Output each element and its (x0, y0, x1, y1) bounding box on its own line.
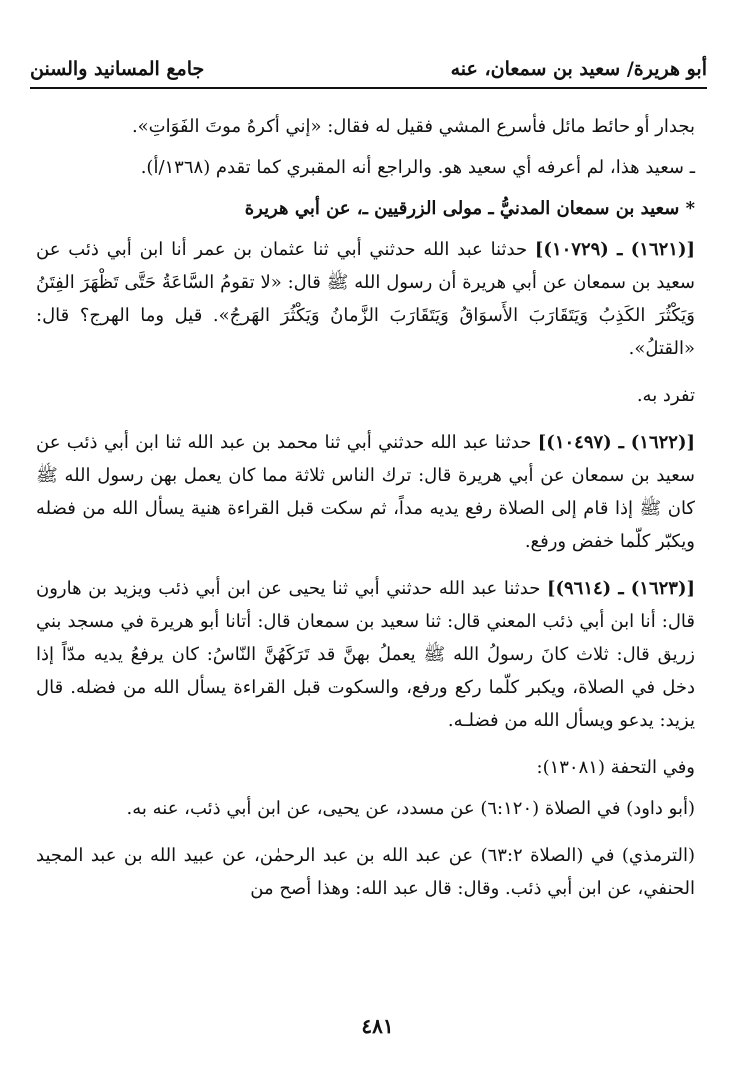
header-rule (30, 87, 707, 89)
page-body (36, 110, 695, 905)
note-line: تفرد به. (636, 385, 695, 406)
text-line: ـ سعيد هذا، لم أعرفه أي سعيد هو. والراجع أنه المقبري كما تقدم (١٣٦٨/أ). (140, 157, 695, 178)
note-line: وفي التحفة (١٣٠٨١): (536, 757, 695, 778)
page-number: ٤٨١ (361, 1014, 394, 1038)
text-line: بجدار أو حائط مائل فأسرع المشي فقيل له فقال: «إني أكرهُ موتَ الفَوَاتِ». (131, 116, 695, 137)
hadith-number: [(١٦٢١) ـ (١٠٧٢٩)] (534, 239, 696, 260)
takhrij-paragraph: (الترمذي) في (الصلاة ٦٣:٢) عن عبد الله بن عبد الرحمٰن، عن عبيد الله بن عبد المجيد الحنفي، عن ابن أبي ذئب. وقال: قال عبد الله: وهذا أصح من (36, 845, 695, 899)
hadith-paragraph (36, 233, 695, 365)
hadith-number: [(١٦٢٣) ـ (٩٦١٤)] (546, 578, 695, 599)
hadith-text: حدثنا عبد الله حدثني أبي ثنا محمد بن عبد الله ثنا ابن أبي ذئب عن سعيد بن سمعان عن أبي هريرة قال: ترك الناس ثلاثة مما كان يعمل بهن رسول الله ﷺ كان ﷺ إذا قام إلى الصلاة رفع يديه مداً، ثم سكت قبل القراءة هنية يسأل الله من فضله ويكبّر كلّما خفض ورفع. (36, 432, 695, 552)
header-chapter-title: أبو هريرة/ سعيد بن سمعان، عنه (450, 58, 707, 80)
hadith-text: حدثنا عبد الله حدثني أبي ثنا عثمان بن عمر أنا ابن أبي ذئب عن سعيد بن سمعان عن أبي هريرة أن رسول الله ﷺ قال: «لا تقومُ السَّاعَةُ حَتَّى تَظْهَرَ الفِتَنُ وَيَكْثُرَ الكَذِبُ وَيَتَقَارَبَ الأَسوَاقُ وَيَتَقَارَبَ الزَّمانُ وَيَكْثُرَ الهَرجُ». قيل وما الهرج؟ قال: «القتلُ». (36, 239, 695, 359)
section-heading: * سعيد بن سمعان المدنيُّ ـ مولى الزرقيين ـ، عن أبي هريرة (244, 198, 695, 219)
hadith-number: [(١٦٢٢) ـ (١٠٤٩٧)] (537, 432, 695, 453)
header-book-title: جامع المسانيد والسنن (30, 58, 205, 80)
hadith-paragraph (36, 572, 695, 737)
hadith-text: حدثنا عبد الله حدثني أبي ثنا يحيى عن ابن أبي ذئب ويزيد بن هارون قال: أنا ابن أبي ذئب المعني قال: ثنا سعيد بن سمعان قال: أتانا أبو هريرة في مسجد بني زريق قال: ثلاث كانَ رسولُ الله ﷺ يعملُ بهنَّ قد تَرَكَهُنَّ النّاسُ: كان يرفعُ يديه مدّاً إذا دخل في الصلاة، ويكبر كلّما ركع ورفع، والسكوت قبل القراءة يسأل الله من فضله. قال يزيد: يدعو ويسأل الله من فضلـه. (36, 578, 695, 731)
running-header (30, 52, 707, 86)
hadith-paragraph (36, 426, 695, 558)
takhrij-paragraph: (أبو داود) في الصلاة (٦:١٢٠) عن مسدد، عن يحيى، عن ابن أبي ذئب، عنه به. (126, 798, 695, 819)
